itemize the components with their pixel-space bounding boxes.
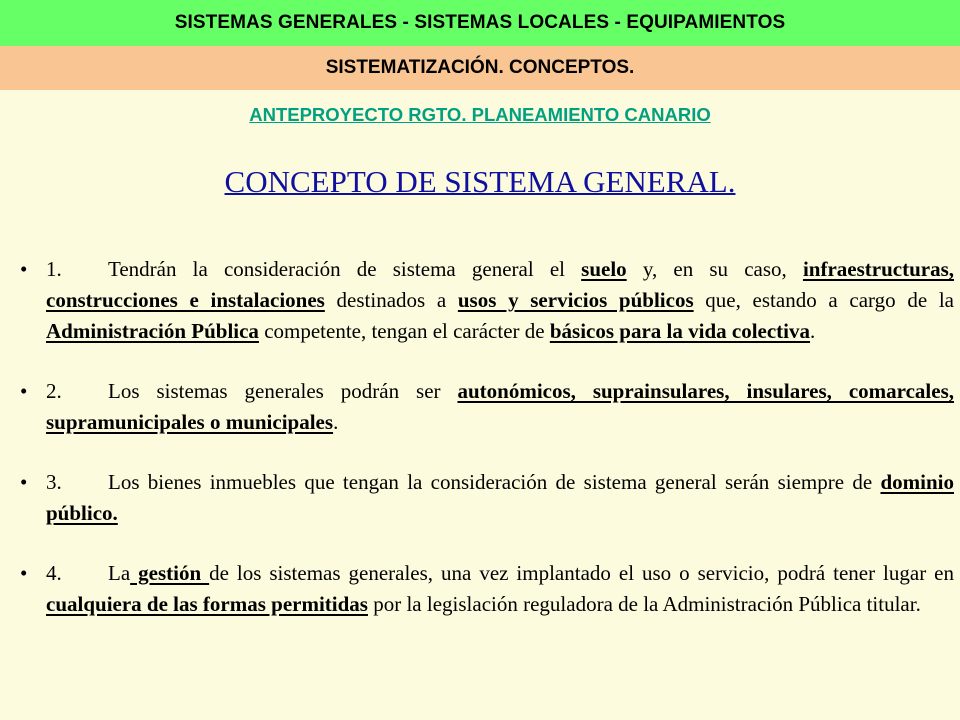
item-number: 3. (46, 470, 62, 494)
emphasized-term: cualquiera de las formas permitidas (46, 592, 368, 616)
emphasized-term: infraestructuras, construcciones e instalaciones (46, 257, 954, 312)
emphasized-term: básicos para la vida colectiva (549, 319, 811, 343)
text-run: Los sistemas generales podrán ser (108, 379, 458, 403)
item-number: 2. (46, 379, 62, 403)
bullet-icon: • (20, 257, 28, 281)
bullet-icon: • (20, 379, 28, 403)
text-run: de los sistemas generales, una vez implantado el uso o servicio, podrá tener lugar en (209, 561, 954, 585)
text-run: . (810, 319, 816, 343)
header-title: SISTEMAS GENERALES - SISTEMAS LOCALES - EQUIPAMIENTOS (174, 12, 786, 33)
text-run: La (108, 561, 131, 585)
bullet-icon: • (20, 470, 28, 494)
text-run: Tendrán la consideración de sistema general el (108, 257, 582, 281)
item-text (46, 470, 954, 525)
header-bar-secondary (0, 46, 960, 90)
item-text (46, 561, 954, 616)
page-title: CONCEPTO DE SISTEMA GENERAL. (224, 164, 736, 199)
document-subtitle-row (0, 104, 960, 126)
list-item (20, 467, 954, 529)
text-run: Los bienes inmuebles que tengan la consideración de sistema general serán siempre de (108, 470, 881, 494)
text-run: y, en su caso, (626, 257, 803, 281)
emphasized-term: Administración Pública (46, 319, 259, 343)
emphasized-term: dominio público. (46, 470, 954, 525)
header-bar-primary (0, 0, 960, 46)
text-run: destinados a (324, 288, 458, 312)
list-item (20, 254, 954, 347)
document-subtitle: ANTEPROYECTO RGTO. PLANEAMIENTO CANARIO (249, 104, 711, 125)
text-run: competente, tengan el carácter de (258, 319, 550, 343)
emphasized-term: suelo (581, 257, 627, 281)
item-text (46, 257, 954, 343)
header-subtitle: SISTEMATIZACIÓN. CONCEPTOS. (325, 57, 635, 78)
item-number: 1. (46, 257, 62, 281)
text-run: . (333, 410, 339, 434)
emphasized-term: gestión (130, 561, 210, 585)
item-text (46, 379, 954, 434)
emphasized-term: autonómicos, suprainsulares, insulares, comarcales, supramunicipales o municipales (46, 379, 954, 434)
list-item (20, 558, 954, 620)
list-item (20, 376, 954, 438)
article-list (20, 254, 954, 649)
text-run: por la legislación reguladora de la Administración Pública titular. (367, 592, 921, 616)
page-title-row (0, 164, 960, 200)
item-number: 4. (46, 561, 62, 585)
text-run: que, estando a cargo de la (693, 288, 954, 312)
emphasized-term: usos y servicios públicos (457, 288, 694, 312)
bullet-icon: • (20, 561, 28, 585)
